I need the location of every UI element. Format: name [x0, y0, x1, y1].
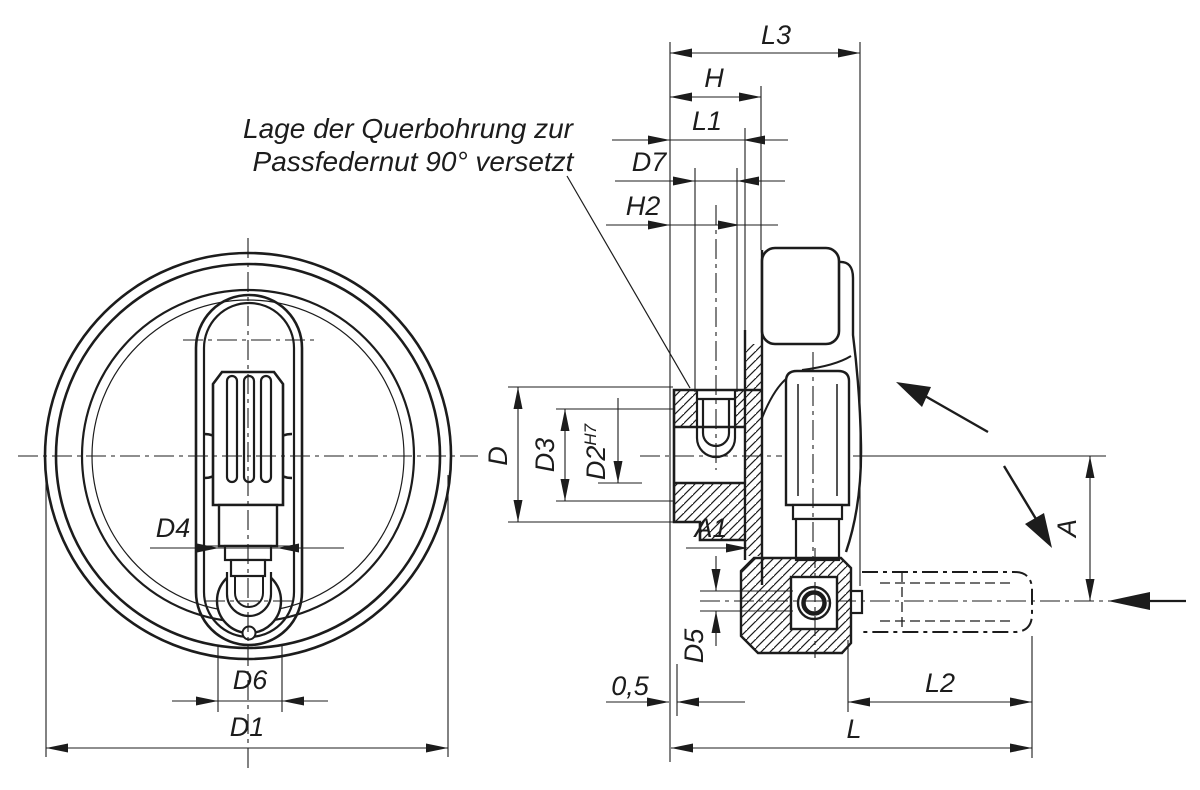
handle-clevis-inner	[235, 572, 263, 607]
grip-rib-1	[227, 376, 237, 482]
dim-label-d7: D7	[631, 147, 667, 177]
dim-label-l2: L2	[924, 668, 956, 698]
dim-label-d6: D6	[232, 665, 268, 695]
dim-label-l1: L1	[691, 106, 723, 136]
dim-label-h: H	[704, 63, 724, 93]
dim-label-a: A	[1052, 518, 1082, 538]
dim-label-l3: L3	[760, 20, 792, 50]
annotation-line-2: Passfedernut 90° versetzt	[252, 146, 574, 177]
pivot-pin-stub	[851, 591, 862, 613]
dim-label-d1: D1	[229, 712, 265, 742]
hub-wall-hatch-left	[674, 390, 697, 427]
grip-rib-3	[261, 376, 271, 482]
dim-label-d: D	[483, 446, 513, 466]
grip-collar	[793, 505, 842, 519]
dim-label-d2-value: D2	[581, 445, 611, 481]
dim-label-d4: D4	[155, 513, 191, 543]
annotation-line-1: Lage der Querbohrung zur	[243, 113, 573, 144]
grip-body-side	[786, 371, 849, 505]
grip-stem	[796, 519, 839, 560]
dim-label-a1: A1	[694, 513, 728, 543]
wheel-web-hatch	[745, 344, 762, 556]
hub-wall-hatch-right	[735, 390, 745, 427]
dim-label-d2-tolerance: H7	[581, 423, 600, 446]
rim-section-top	[762, 248, 839, 344]
dim-label-l: L	[846, 714, 862, 744]
dim-label-d3: D3	[530, 437, 560, 473]
dim-label-d5: D5	[679, 628, 709, 664]
dim-label-h2: H2	[625, 191, 661, 221]
dim-label-gap: 0,5	[611, 671, 649, 701]
handle-pivot-pin	[243, 627, 256, 640]
grip-rib-2	[244, 376, 254, 482]
